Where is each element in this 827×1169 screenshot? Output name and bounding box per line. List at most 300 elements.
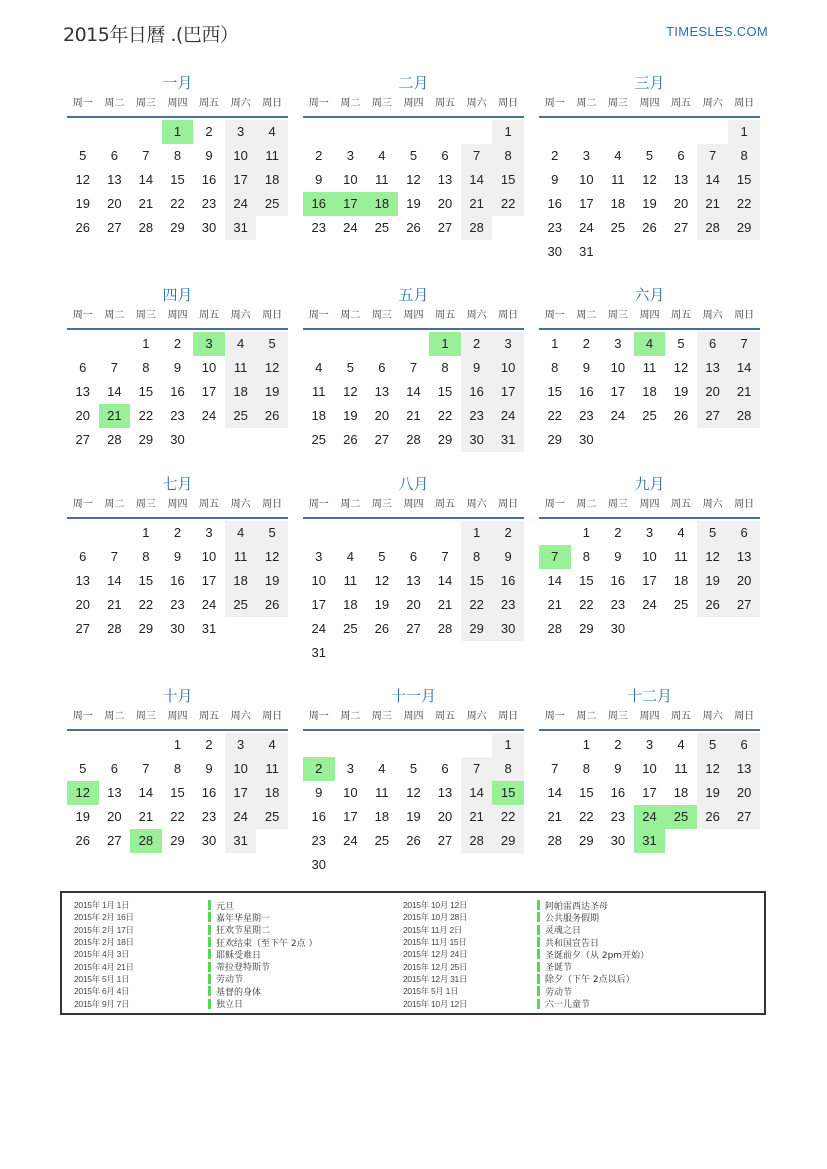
day-cell[interactable]: 1 — [582, 737, 590, 752]
day-cell[interactable]: 4 — [346, 549, 354, 564]
day-cell[interactable]: 3 — [346, 761, 354, 776]
day-cell[interactable]: 3 — [582, 148, 590, 163]
day-cell[interactable]: 25 — [374, 220, 390, 235]
day-cell[interactable]: 16 — [610, 573, 626, 588]
day-cell[interactable]: 24 — [343, 833, 358, 848]
day-cell[interactable]: 26 — [374, 621, 390, 636]
day-cell[interactable]: 2 — [315, 148, 323, 163]
day-cell[interactable]: 26 — [406, 220, 421, 235]
day-cell[interactable]: 10 — [642, 761, 657, 776]
day-cell[interactable]: 14 — [107, 384, 122, 399]
day-cell[interactable]: 9 — [614, 761, 622, 776]
day-cell[interactable]: 21 — [697, 192, 729, 216]
day-cell[interactable]: 27 — [673, 220, 689, 235]
day-cell[interactable]: 2 — [205, 737, 213, 752]
day-cell[interactable]: 12 — [642, 172, 657, 187]
day-cell[interactable]: 3 — [315, 549, 323, 564]
day-cell[interactable]: 11 — [225, 356, 257, 380]
day-cell[interactable]: 21 — [728, 380, 760, 404]
day-cell[interactable]: 28 — [697, 216, 729, 240]
holiday-day-cell[interactable]: 15 — [492, 781, 524, 805]
day-cell[interactable]: 9 — [582, 360, 590, 375]
day-cell[interactable]: 30 — [579, 432, 594, 447]
day-cell[interactable]: 20 — [107, 196, 122, 211]
day-cell[interactable]: 26 — [256, 404, 288, 428]
day-cell[interactable]: 14 — [461, 781, 493, 805]
day-cell[interactable]: 9 — [614, 549, 622, 564]
day-cell[interactable]: 5 — [346, 360, 354, 375]
day-cell[interactable]: 6 — [79, 360, 87, 375]
day-cell[interactable]: 29 — [728, 216, 760, 240]
day-cell[interactable]: 24 — [610, 408, 626, 423]
day-cell[interactable]: 6 — [677, 148, 685, 163]
day-cell[interactable]: 19 — [697, 569, 729, 593]
day-cell[interactable]: 15 — [170, 172, 185, 187]
day-cell[interactable]: 19 — [374, 597, 390, 612]
day-cell[interactable]: 26 — [642, 220, 657, 235]
day-cell[interactable]: 27 — [728, 593, 760, 617]
day-cell[interactable]: 25 — [374, 833, 390, 848]
day-cell[interactable]: 17 — [343, 809, 358, 824]
day-cell[interactable]: 25 — [610, 220, 626, 235]
day-cell[interactable]: 13 — [673, 172, 689, 187]
day-cell[interactable]: 28 — [461, 216, 493, 240]
day-cell[interactable]: 26 — [75, 833, 91, 848]
day-cell[interactable]: 10 — [225, 144, 257, 168]
day-cell[interactable]: 15 — [492, 168, 524, 192]
day-cell[interactable]: 2 — [173, 336, 182, 351]
day-cell[interactable]: 25 — [642, 408, 657, 423]
day-cell[interactable]: 28 — [547, 833, 563, 848]
day-cell[interactable]: 10 — [201, 549, 217, 564]
day-cell[interactable]: 4 — [256, 120, 288, 144]
day-cell[interactable]: 17 — [579, 196, 594, 211]
day-cell[interactable]: 5 — [409, 148, 418, 163]
day-cell[interactable]: 17 — [642, 785, 657, 800]
day-cell[interactable]: 16 — [170, 384, 185, 399]
day-cell[interactable]: 20 — [406, 597, 421, 612]
day-cell[interactable]: 25 — [256, 805, 288, 829]
day-cell[interactable]: 31 — [225, 829, 257, 853]
day-cell[interactable]: 19 — [673, 384, 689, 399]
day-cell[interactable]: 25 — [673, 597, 689, 612]
day-cell[interactable]: 2 — [582, 336, 590, 351]
day-cell[interactable]: 9 — [173, 360, 182, 375]
day-cell[interactable]: 20 — [728, 781, 760, 805]
day-cell[interactable]: 8 — [582, 761, 590, 776]
day-cell[interactable]: 25 — [225, 593, 257, 617]
day-cell[interactable]: 20 — [437, 809, 453, 824]
day-cell[interactable]: 4 — [378, 761, 386, 776]
day-cell[interactable]: 23 — [610, 597, 626, 612]
day-cell[interactable]: 24 — [225, 192, 257, 216]
day-cell[interactable]: 27 — [75, 432, 91, 447]
day-cell[interactable]: 1 — [582, 525, 590, 540]
day-cell[interactable]: 22 — [170, 196, 185, 211]
day-cell[interactable]: 11 — [343, 573, 358, 588]
holiday-day-cell[interactable]: 21 — [99, 404, 131, 428]
day-cell[interactable]: 16 — [461, 380, 493, 404]
day-cell[interactable]: 11 — [256, 144, 288, 168]
day-cell[interactable]: 16 — [170, 573, 185, 588]
day-cell[interactable]: 4 — [225, 521, 257, 545]
day-cell[interactable]: 25 — [225, 404, 257, 428]
day-cell[interactable]: 13 — [406, 573, 421, 588]
day-cell[interactable]: 23 — [461, 404, 493, 428]
day-cell[interactable]: 4 — [677, 737, 685, 752]
day-cell[interactable]: 18 — [311, 408, 327, 423]
day-cell[interactable]: 7 — [142, 148, 150, 163]
day-cell[interactable]: 23 — [201, 809, 217, 824]
day-cell[interactable]: 25 — [256, 192, 288, 216]
day-cell[interactable]: 24 — [201, 597, 217, 612]
day-cell[interactable]: 29 — [170, 833, 185, 848]
day-cell[interactable]: 11 — [312, 384, 326, 399]
day-cell[interactable]: 1 — [728, 120, 760, 144]
day-cell[interactable]: 26 — [697, 593, 729, 617]
day-cell[interactable]: 5 — [378, 549, 386, 564]
day-cell[interactable]: 15 — [579, 573, 594, 588]
day-cell[interactable]: 11 — [674, 761, 688, 776]
day-cell[interactable]: 5 — [677, 336, 685, 351]
day-cell[interactable]: 18 — [225, 380, 257, 404]
day-cell[interactable]: 10 — [642, 549, 657, 564]
day-cell[interactable]: 20 — [437, 196, 453, 211]
day-cell[interactable]: 19 — [75, 196, 91, 211]
day-cell[interactable]: 5 — [256, 521, 288, 545]
day-cell[interactable]: 18 — [374, 809, 390, 824]
day-cell[interactable]: 20 — [75, 597, 91, 612]
site-logo[interactable]: TIMESLES.COM — [666, 24, 768, 39]
day-cell[interactable]: 9 — [492, 545, 524, 569]
day-cell[interactable]: 29 — [138, 621, 154, 636]
day-cell[interactable]: 3 — [614, 336, 622, 351]
day-cell[interactable]: 22 — [461, 593, 493, 617]
day-cell[interactable]: 13 — [728, 757, 760, 781]
day-cell[interactable]: 30 — [547, 244, 563, 259]
day-cell[interactable]: 8 — [173, 761, 182, 776]
day-cell[interactable]: 2 — [205, 124, 213, 139]
day-cell[interactable]: 26 — [406, 833, 421, 848]
day-cell[interactable]: 26 — [256, 593, 288, 617]
day-cell[interactable]: 28 — [437, 621, 453, 636]
day-cell[interactable]: 12 — [343, 384, 358, 399]
holiday-day-cell[interactable]: 1 — [162, 120, 194, 144]
day-cell[interactable]: 7 — [461, 144, 493, 168]
holiday-day-cell[interactable]: 31 — [634, 829, 666, 853]
day-cell[interactable]: 8 — [582, 549, 590, 564]
day-cell[interactable]: 26 — [75, 220, 91, 235]
day-cell[interactable]: 23 — [610, 809, 626, 824]
day-cell[interactable]: 7 — [551, 761, 559, 776]
day-cell[interactable]: 8 — [142, 549, 150, 564]
day-cell[interactable]: 22 — [579, 597, 594, 612]
day-cell[interactable]: 10 — [343, 172, 358, 187]
day-cell[interactable]: 15 — [579, 785, 594, 800]
day-cell[interactable]: 24 — [642, 597, 657, 612]
day-cell[interactable]: 10 — [225, 757, 257, 781]
day-cell[interactable]: 6 — [728, 521, 760, 545]
day-cell[interactable]: 24 — [343, 220, 358, 235]
day-cell[interactable]: 19 — [697, 781, 729, 805]
day-cell[interactable]: 3 — [346, 148, 354, 163]
holiday-day-cell[interactable]: 4 — [634, 332, 666, 356]
day-cell[interactable]: 15 — [170, 785, 185, 800]
day-cell[interactable]: 14 — [547, 785, 563, 800]
day-cell[interactable]: 18 — [256, 168, 288, 192]
day-cell[interactable]: 3 — [492, 332, 524, 356]
day-cell[interactable]: 2 — [614, 525, 622, 540]
day-cell[interactable]: 5 — [409, 761, 418, 776]
day-cell[interactable]: 1 — [461, 521, 493, 545]
day-cell[interactable]: 21 — [547, 809, 563, 824]
day-cell[interactable]: 14 — [138, 785, 154, 800]
day-cell[interactable]: 13 — [437, 172, 453, 187]
day-cell[interactable]: 31 — [311, 645, 327, 660]
day-cell[interactable]: 15 — [728, 168, 760, 192]
day-cell[interactable]: 9 — [173, 549, 182, 564]
day-cell[interactable]: 19 — [406, 809, 421, 824]
day-cell[interactable]: 22 — [492, 192, 524, 216]
day-cell[interactable]: 23 — [201, 196, 217, 211]
day-cell[interactable]: 12 — [406, 172, 421, 187]
day-cell[interactable]: 17 — [225, 168, 257, 192]
day-cell[interactable]: 2 — [614, 737, 622, 752]
day-cell[interactable]: 29 — [461, 617, 493, 641]
day-cell[interactable]: 19 — [256, 380, 288, 404]
day-cell[interactable]: 17 — [201, 573, 217, 588]
day-cell[interactable]: 6 — [441, 761, 449, 776]
day-cell[interactable]: 12 — [75, 172, 91, 187]
day-cell[interactable]: 7 — [697, 144, 729, 168]
day-cell[interactable]: 20 — [673, 196, 689, 211]
day-cell[interactable]: 8 — [492, 144, 524, 168]
day-cell[interactable]: 23 — [311, 833, 327, 848]
day-cell[interactable]: 13 — [728, 545, 760, 569]
day-cell[interactable]: 18 — [610, 196, 626, 211]
day-cell[interactable]: 27 — [697, 404, 729, 428]
day-cell[interactable]: 14 — [697, 168, 729, 192]
day-cell[interactable]: 2 — [461, 332, 493, 356]
day-cell[interactable]: 11 — [225, 545, 257, 569]
day-cell[interactable]: 13 — [107, 785, 122, 800]
day-cell[interactable]: 8 — [142, 360, 150, 375]
day-cell[interactable]: 18 — [673, 573, 689, 588]
day-cell[interactable]: 12 — [697, 545, 729, 569]
day-cell[interactable]: 21 — [406, 408, 421, 423]
day-cell[interactable]: 12 — [256, 545, 288, 569]
day-cell[interactable]: 2 — [551, 148, 559, 163]
day-cell[interactable]: 5 — [79, 148, 87, 163]
day-cell[interactable]: 27 — [437, 833, 453, 848]
day-cell[interactable]: 2 — [492, 521, 524, 545]
day-cell[interactable]: 31 — [201, 621, 217, 636]
day-cell[interactable]: 11 — [256, 757, 288, 781]
day-cell[interactable]: 7 — [441, 549, 449, 564]
day-cell[interactable]: 12 — [256, 356, 288, 380]
day-cell[interactable]: 11 — [611, 172, 625, 187]
day-cell[interactable]: 13 — [107, 172, 122, 187]
day-cell[interactable]: 3 — [225, 733, 257, 757]
day-cell[interactable]: 26 — [343, 432, 358, 447]
day-cell[interactable]: 20 — [374, 408, 390, 423]
day-cell[interactable]: 14 — [437, 573, 453, 588]
day-cell[interactable]: 11 — [375, 172, 389, 187]
day-cell[interactable]: 16 — [610, 785, 626, 800]
day-cell[interactable]: 28 — [406, 432, 421, 447]
day-cell[interactable]: 30 — [201, 220, 217, 235]
day-cell[interactable]: 22 — [579, 809, 594, 824]
day-cell[interactable]: 18 — [642, 384, 657, 399]
holiday-day-cell[interactable]: 12 — [67, 781, 99, 805]
day-cell[interactable]: 27 — [75, 621, 91, 636]
holiday-day-cell[interactable]: 16 — [303, 192, 335, 216]
day-cell[interactable]: 1 — [551, 336, 559, 351]
day-cell[interactable]: 26 — [697, 805, 729, 829]
day-cell[interactable]: 15 — [138, 573, 154, 588]
day-cell[interactable]: 4 — [225, 332, 257, 356]
day-cell[interactable]: 23 — [311, 220, 327, 235]
day-cell[interactable]: 4 — [378, 148, 386, 163]
day-cell[interactable]: 10 — [311, 573, 327, 588]
day-cell[interactable]: 23 — [492, 593, 524, 617]
day-cell[interactable]: 5 — [697, 521, 729, 545]
day-cell[interactable]: 23 — [579, 408, 594, 423]
day-cell[interactable]: 9 — [461, 356, 493, 380]
day-cell[interactable]: 30 — [311, 857, 327, 872]
day-cell[interactable]: 30 — [610, 621, 626, 636]
day-cell[interactable]: 14 — [547, 573, 563, 588]
day-cell[interactable]: 8 — [492, 757, 524, 781]
day-cell[interactable]: 4 — [256, 733, 288, 757]
day-cell[interactable]: 6 — [110, 761, 118, 776]
day-cell[interactable]: 29 — [579, 833, 594, 848]
day-cell[interactable]: 30 — [610, 833, 626, 848]
day-cell[interactable]: 19 — [75, 809, 91, 824]
day-cell[interactable]: 28 — [547, 621, 563, 636]
day-cell[interactable]: 17 — [311, 597, 327, 612]
holiday-day-cell[interactable]: 28 — [130, 829, 162, 853]
day-cell[interactable]: 3 — [645, 525, 654, 540]
day-cell[interactable]: 3 — [645, 737, 654, 752]
day-cell[interactable]: 18 — [673, 785, 689, 800]
day-cell[interactable]: 29 — [437, 432, 453, 447]
holiday-day-cell[interactable]: 18 — [366, 192, 398, 216]
day-cell[interactable]: 24 — [579, 220, 594, 235]
day-cell[interactable]: 1 — [142, 525, 150, 540]
day-cell[interactable]: 18 — [343, 597, 358, 612]
day-cell[interactable]: 20 — [75, 408, 91, 423]
day-cell[interactable]: 13 — [437, 785, 453, 800]
day-cell[interactable]: 21 — [547, 597, 563, 612]
day-cell[interactable]: 21 — [437, 597, 453, 612]
day-cell[interactable]: 27 — [406, 621, 421, 636]
day-cell[interactable]: 5 — [256, 332, 288, 356]
day-cell[interactable]: 22 — [138, 408, 154, 423]
day-cell[interactable]: 7 — [110, 549, 118, 564]
day-cell[interactable]: 27 — [374, 432, 390, 447]
day-cell[interactable]: 14 — [107, 573, 122, 588]
day-cell[interactable]: 24 — [311, 621, 327, 636]
day-cell[interactable]: 5 — [645, 148, 654, 163]
day-cell[interactable]: 28 — [461, 829, 493, 853]
day-cell[interactable]: 15 — [547, 384, 563, 399]
day-cell[interactable]: 2 — [173, 525, 182, 540]
holiday-day-cell[interactable]: 17 — [335, 192, 367, 216]
day-cell[interactable]: 27 — [107, 833, 122, 848]
day-cell[interactable]: 20 — [697, 380, 729, 404]
day-cell[interactable]: 8 — [461, 545, 493, 569]
day-cell[interactable]: 1 — [492, 733, 524, 757]
day-cell[interactable]: 14 — [728, 356, 760, 380]
day-cell[interactable]: 3 — [225, 120, 257, 144]
holiday-day-cell[interactable]: 3 — [193, 332, 225, 356]
day-cell[interactable]: 6 — [79, 549, 87, 564]
day-cell[interactable]: 21 — [138, 196, 154, 211]
day-cell[interactable]: 28 — [107, 621, 122, 636]
day-cell[interactable]: 16 — [311, 809, 327, 824]
day-cell[interactable]: 7 — [728, 332, 760, 356]
holiday-day-cell[interactable]: 24 — [634, 805, 666, 829]
day-cell[interactable]: 31 — [225, 216, 257, 240]
day-cell[interactable]: 13 — [75, 384, 91, 399]
day-cell[interactable]: 24 — [492, 404, 524, 428]
day-cell[interactable]: 13 — [374, 384, 390, 399]
day-cell[interactable]: 30 — [170, 432, 185, 447]
day-cell[interactable]: 30 — [170, 621, 185, 636]
day-cell[interactable]: 29 — [170, 220, 185, 235]
day-cell[interactable]: 5 — [697, 733, 729, 757]
day-cell[interactable]: 22 — [170, 809, 185, 824]
day-cell[interactable]: 13 — [75, 573, 91, 588]
day-cell[interactable]: 4 — [614, 148, 622, 163]
day-cell[interactable]: 24 — [201, 408, 217, 423]
day-cell[interactable]: 6 — [728, 733, 760, 757]
day-cell[interactable]: 30 — [201, 833, 217, 848]
day-cell[interactable]: 16 — [201, 785, 217, 800]
day-cell[interactable]: 14 — [406, 384, 421, 399]
day-cell[interactable]: 31 — [492, 428, 524, 452]
day-cell[interactable]: 28 — [138, 220, 154, 235]
day-cell[interactable]: 12 — [697, 757, 729, 781]
day-cell[interactable]: 7 — [142, 761, 150, 776]
day-cell[interactable]: 8 — [441, 360, 449, 375]
day-cell[interactable]: 1 — [492, 120, 524, 144]
day-cell[interactable]: 21 — [461, 192, 493, 216]
day-cell[interactable]: 19 — [642, 196, 657, 211]
day-cell[interactable]: 16 — [492, 569, 524, 593]
day-cell[interactable]: 10 — [343, 785, 358, 800]
day-cell[interactable]: 10 — [610, 360, 626, 375]
day-cell[interactable]: 23 — [170, 408, 185, 423]
day-cell[interactable]: 14 — [461, 168, 493, 192]
holiday-day-cell[interactable]: 2 — [303, 757, 335, 781]
day-cell[interactable]: 22 — [492, 805, 524, 829]
day-cell[interactable]: 11 — [642, 360, 657, 375]
day-cell[interactable]: 1 — [173, 737, 182, 752]
holiday-day-cell[interactable]: 1 — [429, 332, 461, 356]
day-cell[interactable]: 10 — [492, 356, 524, 380]
day-cell[interactable]: 15 — [138, 384, 154, 399]
day-cell[interactable]: 11 — [674, 549, 688, 564]
day-cell[interactable]: 9 — [205, 148, 213, 163]
day-cell[interactable]: 19 — [343, 408, 358, 423]
day-cell[interactable]: 8 — [551, 360, 559, 375]
day-cell[interactable]: 22 — [547, 408, 563, 423]
day-cell[interactable]: 24 — [225, 805, 257, 829]
day-cell[interactable]: 30 — [492, 617, 524, 641]
day-cell[interactable]: 29 — [547, 432, 563, 447]
